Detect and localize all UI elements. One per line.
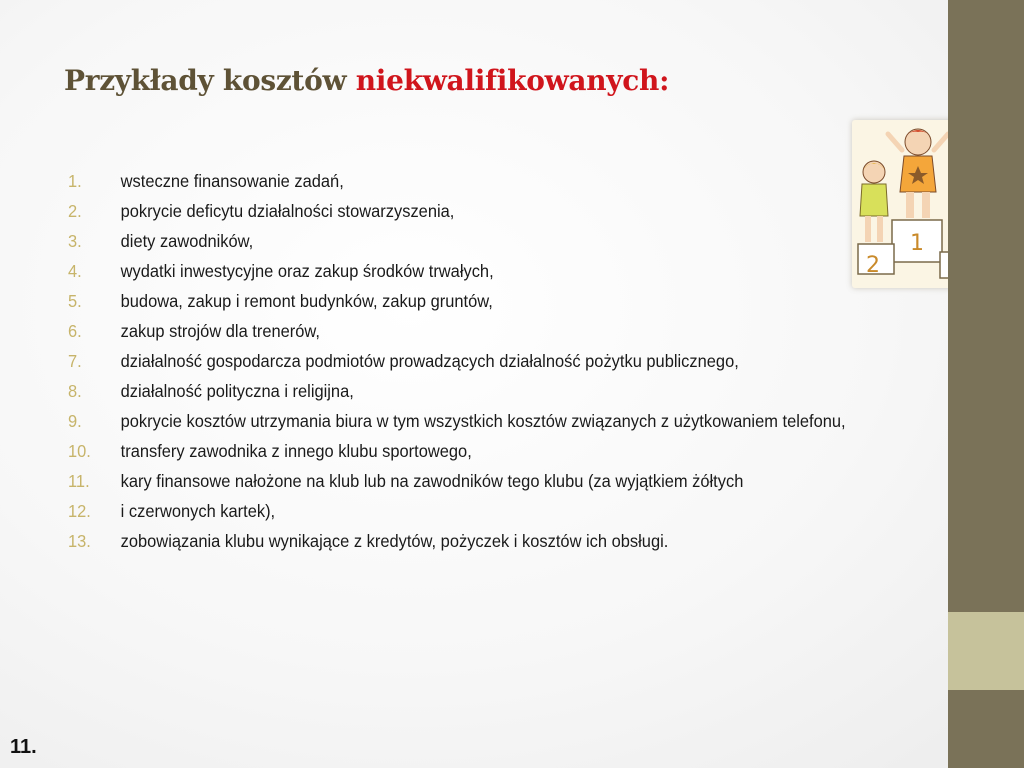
podium-label-1: 1 — [910, 231, 924, 256]
list-number: 6. — [68, 321, 82, 341]
slide-title — [64, 64, 669, 97]
list-item — [68, 380, 886, 402]
list-text: budowa, zakup i remont budynków, zakup gruntów, — [120, 291, 493, 311]
list-number: 7. — [68, 351, 82, 371]
list-text: diety zawodników, — [120, 231, 254, 251]
list-item — [68, 350, 886, 372]
list-item — [68, 500, 886, 522]
list-item — [68, 530, 886, 552]
list-item — [68, 260, 886, 282]
podium-label-2: 2 — [866, 253, 880, 278]
list-item — [68, 410, 886, 432]
list-item — [68, 230, 886, 252]
list-text: zakup strojów dla trenerów, — [120, 321, 320, 341]
list-item — [68, 170, 886, 192]
list-text: działalność polityczna i religijna, — [120, 381, 354, 401]
side-bar-accent — [948, 612, 1024, 690]
list-number: 3. — [68, 231, 82, 251]
list-number: 10. — [68, 441, 91, 461]
list-number: 5. — [68, 291, 82, 311]
list-text: kary finansowe nałożone na klub lub na zawodników tego klubu (za wyjątkiem żółtych — [120, 471, 744, 491]
list-number: 1. — [68, 171, 82, 191]
list-number: 4. — [68, 261, 82, 281]
list-text: wydatki inwestycyjne oraz zakup środków trwałych, — [120, 261, 494, 281]
list-item — [68, 290, 886, 312]
list-text: transfery zawodnika z innego klubu sportowego, — [120, 441, 472, 461]
list-item — [68, 320, 886, 342]
list-item — [68, 200, 886, 222]
list-item — [68, 470, 886, 492]
list-number: 11. — [68, 471, 90, 491]
title-prefix: Przykłady kosztów — [64, 64, 356, 97]
slide-number: 11. — [10, 736, 37, 758]
list-text: pokrycie kosztów utrzymania biura w tym wszystkich kosztów związanych z użytkowaniem telefonu, — [120, 411, 846, 431]
list-text: działalność gospodarcza podmiotów prowadzących działalność pożytku publicznego, — [120, 351, 739, 371]
list-number: 2. — [68, 201, 82, 221]
list-number: 13. — [68, 531, 91, 551]
list-number: 8. — [68, 381, 82, 401]
cost-list — [68, 170, 938, 560]
list-text: wsteczne finansowanie zadań, — [120, 171, 344, 191]
list-text: i czerwonych kartek), — [120, 501, 276, 521]
list-text: zobowiązania klubu wynikające z kredytów, pożyczek i kosztów ich obsługi. — [120, 531, 669, 551]
list-number: 12. — [68, 501, 91, 521]
list-number: 9. — [68, 411, 82, 431]
title-highlight: niekwalifikowanych: — [355, 64, 670, 97]
list-text: pokrycie deficytu działalności stowarzyszenia, — [120, 201, 455, 221]
list-item — [68, 440, 886, 462]
